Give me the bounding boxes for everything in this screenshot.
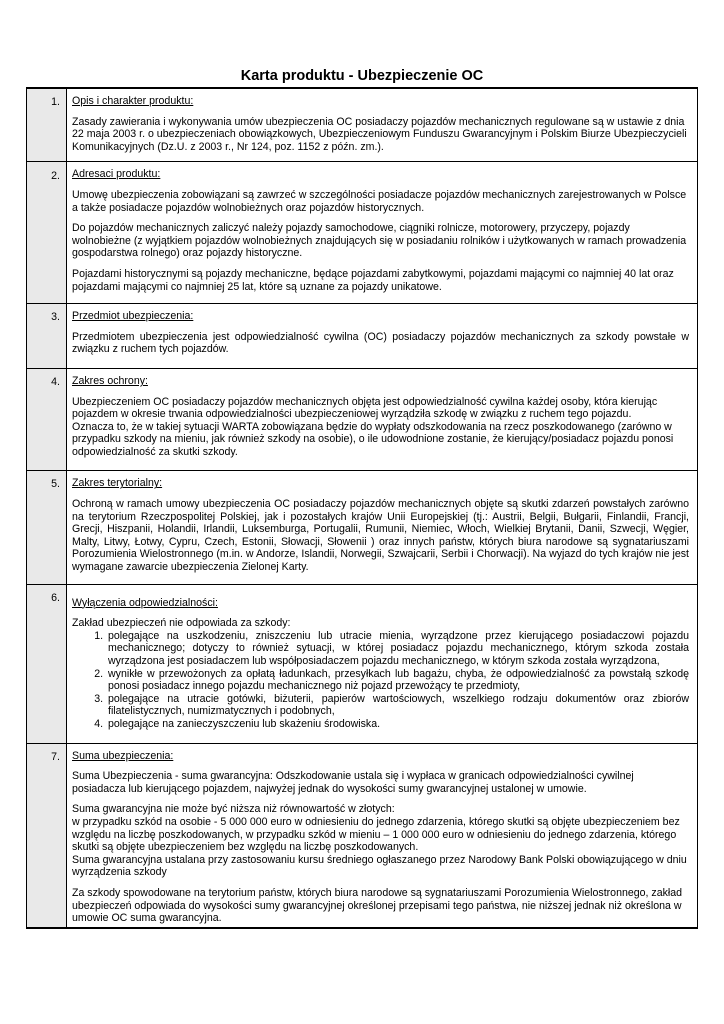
- section-paragraph: Suma Ubezpieczenia - suma gwarancyjna: Odszkodowanie ustala się i wypłaca w granicach odpowiedzialności cywilnej posiadacza lub kierującego pojazdem, najwyżej jednak do wysokości sumy gwarancyjnej ustalonej w umowie.: [72, 770, 634, 795]
- section-row-4: [27, 368, 698, 471]
- section-row-5: [27, 471, 698, 584]
- list-item: 3. polegające na utracie gotówki, biżuterii, papierów wartościowych, wszelkiego rodzaju dokumentów oraz zbiorów filatelistycznych, numizmatycznych i podobnych,: [106, 693, 689, 718]
- section-paragraph: Suma gwarancyjna nie może być niższa niż równowartość w złotych:: [72, 803, 395, 816]
- section-content: [67, 88, 698, 162]
- list-item: 2. wynikłe w przewożonych za opłatą ładunkach, przesyłkach lub bagażu, chyba, że odpowiedzialność za powstałą szkodę ponosi posiadacz innego pojazdu mechanicznego niż pojazd przewożący te przedmioty,: [106, 668, 689, 693]
- exclusions-intro: Zakład ubezpieczeń nie odpowiada za szkody:: [72, 617, 291, 630]
- section-content: [67, 471, 698, 584]
- product-card-table: [26, 87, 698, 929]
- list-item: 1. polegające na uszkodzeniu, zniszczeniu lub utracie mienia, wyrządzone przez kierującego posiadaczowi pojazdu mechanicznego; dotyczy to również sytuacji, w której posiadacz pojazdu mechanicznego, którym szkoda została wyrządzona jest posiadaczem lub współposiadaczem pojazdu mechanicznego, w którym szkoda została wyrządzona,: [106, 630, 689, 668]
- list-item: 4. polegające na zanieczyszczeniu lub skażeniu środowiska.: [106, 718, 689, 731]
- section-heading: Zakres terytorialny:: [72, 477, 163, 490]
- exclusions-list: [72, 630, 689, 731]
- section-content: [67, 368, 698, 471]
- section-row-7: [27, 743, 698, 928]
- section-paragraph: w przypadku szkód na osobie - 5 000 000 euro w odniesieniu do jednego zdarzenia, którego skutki są objęte ubezpieczeniem bez względu na liczbę poszkodowanych, w przypadku szkód w mieniu – 1 000 000 euro w odniesieniu do jednego zdarzenia, którego skutki są objęte ubezpieczeniem bez względu na liczbę poszkodowanych.: [72, 815, 680, 854]
- section-heading: Przedmiot ubezpieczenia:: [72, 310, 194, 323]
- section-number: 4.: [27, 368, 67, 471]
- section-content: [67, 304, 698, 369]
- section-heading: Opis i charakter produktu:: [72, 95, 194, 107]
- section-heading: Suma ubezpieczenia:: [72, 749, 174, 762]
- section-paragraph: Pojazdami historycznymi są pojazdy mechaniczne, będące pojazdami zabytkowymi, pojazdami mającymi co najmniej 40 lat oraz pojazdami mającymi co najmniej 25 lat, które są uznane za pojazdy unikatowe.: [72, 267, 674, 293]
- section-content: [67, 162, 698, 304]
- section-paragraph: Oznacza to, że w takiej sytuacji WARTA zobowiązana będzie do wypłaty odszkodowania na rzecz poszkodowanego (zarówno w przypadku szkody na mieniu, jak również szkody na osobie), o ile udowodnione zostanie, że kierujący/posiadacz pojazdu ponosi odpowiedzialność za skutki szkody.: [72, 420, 674, 458]
- section-paragraph: Przedmiotem ubezpieczenia jest odpowiedzialność cywilna (OC) posiadaczy pojazdów mechanicznych za szkody powstałe w związku z ruchem tych pojazdów.: [72, 330, 689, 356]
- section-paragraph: Suma gwarancyjna ustalana przy zastosowaniu kursu średniego ogłaszanego przez Narodowy Bank Polski obowiązującego w dniu wyrządzenia szkody: [72, 853, 687, 879]
- section-row-2: [27, 162, 698, 304]
- section-number: 6.: [27, 584, 67, 743]
- section-content: [67, 743, 698, 928]
- section-row-6: [27, 584, 698, 743]
- section-number: 7.: [27, 743, 67, 928]
- section-paragraph: Ochroną w ramach umowy ubezpieczenia OC posiadaczy pojazdów mechanicznych objęte są skutki zdarzeń powstałych zarówno na terytorium Rzeczpospolitej Polskiej, jak i pozostałych krajów Unii Europejskiej (tj.: Austrii, Belgii, Bułgarii, Finlandii, Francji, Grecji, Hiszpanii, Holandii, Irlandii, Luksemburga, Portugalii, Rumunii, Niemiec, Włoch, Wielkiej Brytanii, Danii, Szwecji, Węgier, Malty, Litwy, Łotwy, Cypru, Czech, Estonii, Słowacji, Słowenii ) oraz innych państw, których biura narodowe są sygnatariuszami Porozumienia Wielostronnego (m.in. w Andorze, Islandii, Norwegii, Szwajcarii, Serbii i Chorwacji). Na wyjazd do tych krajów nie jest wymagane zawarcie ubezpieczenia Zielonej Karty.: [72, 498, 689, 574]
- section-content: [67, 584, 698, 743]
- section-number: 2.: [27, 162, 67, 304]
- section-heading: Wyłączenia odpowiedzialności:: [72, 596, 218, 609]
- section-heading: Zakres ochrony:: [72, 374, 148, 387]
- section-number: 5.: [27, 471, 67, 584]
- section-number: 3.: [27, 304, 67, 369]
- document-title: Karta produktu - Ubezpieczenie OC: [240, 68, 484, 84]
- section-heading: Adresaci produktu:: [72, 168, 161, 181]
- section-paragraph: Umowę ubezpieczenia zobowiązani są zawrzeć w szczególności posiadacze pojazdów mechanicznych zarejestrowanych w Polsce a także posiadacze pojazdów wolnobieżnych oraz pojazdów historycznych.: [72, 188, 687, 214]
- section-paragraph: Za szkody spowodowane na terytorium państw, których biura narodowe są sygnatariuszami Porozumienia Wielostronnego, zakład ubezpieczeń odpowiada do wysokości sumy gwarancyjnej określonej przepisami tego państwa, nie niższej jednak niż określona w umowie OC suma gwarancyjna.: [72, 886, 683, 925]
- section-row-1: [27, 88, 698, 162]
- section-paragraph: Ubezpieczeniem OC posiadaczy pojazdów mechanicznych objęta jest odpowiedzialność cywilna każdej osoby, która kierując pojazdem w okresie trwania odpowiedzialności ubezpieczeniowej wyrządziła szkodę w związku z ruchem tego pojazdu.: [72, 395, 658, 421]
- section-paragraph: Do pojazdów mechanicznych zaliczyć należy pojazdy samochodowe, ciągniki rolnicze, motorowery, przyczepy, pojazdy wolnobieżne (z wyjątkiem pojazdów wolnobieżnych znajdujących się w posiadaniu rolników i użytkowanych w ramach prowadzenia gospodarstwa rolnego) oraz pojazdy historyczne.: [72, 222, 687, 260]
- section-row-3: [27, 304, 698, 369]
- section-number: 1.: [27, 88, 67, 162]
- section-paragraph: Zasady zawierania i wykonywania umów ubezpieczenia OC posiadaczy pojazdów mechanicznych regulowane są w ustawie z dnia 22 maja 2003 r. o ubezpieczeniach obowiązkowych, Ubezpieczeniowym Funduszu Gwarancyjnym i Polskim Biurze Ubezpieczycieli Komunikacyjnych (Dz.U. z 2003 r., Nr 124, poz. 1152 z późn. zm.).: [72, 115, 687, 153]
